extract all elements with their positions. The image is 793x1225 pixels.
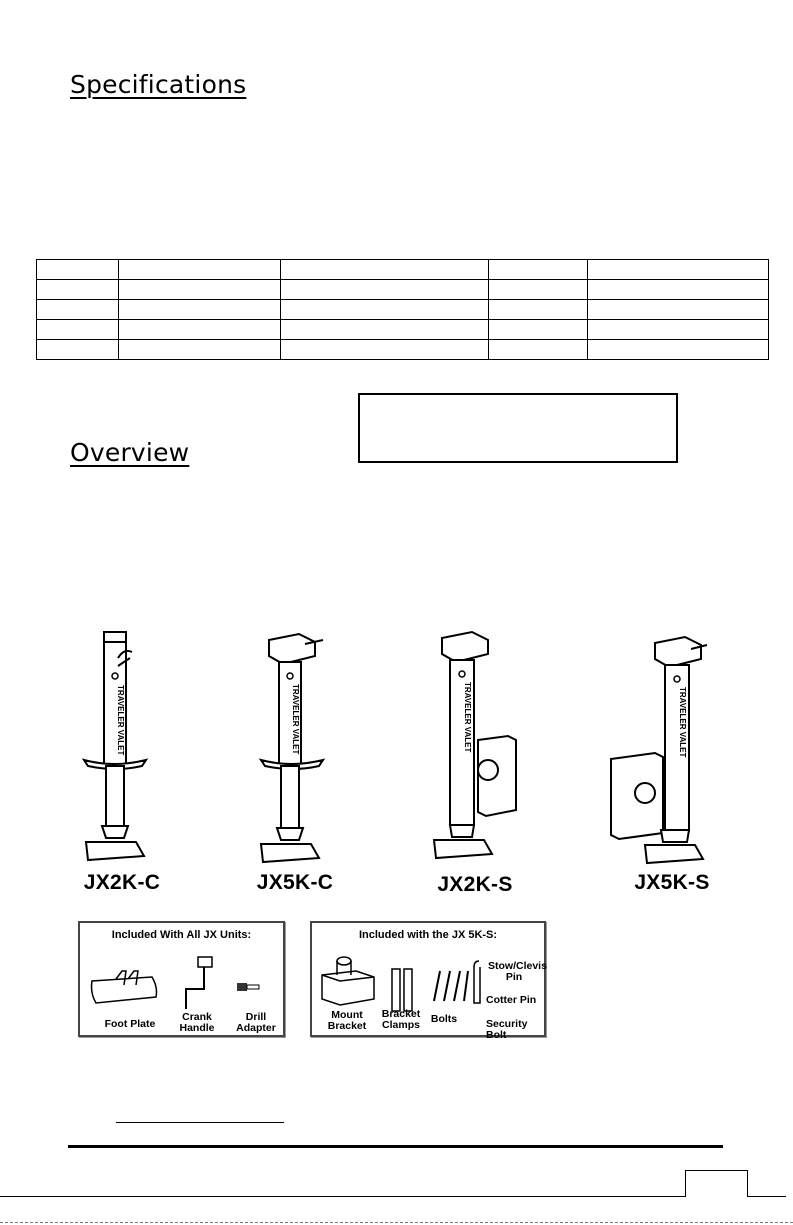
kit-item-label: Mount Bracket — [327, 1009, 367, 1032]
table-cell — [37, 260, 119, 280]
jack-image-jx5k-s — [605, 635, 715, 870]
table-cell — [119, 340, 281, 360]
footnote-rule — [116, 1122, 284, 1123]
kit-item-label: Crank Handle — [179, 1011, 215, 1034]
table-row — [37, 340, 769, 360]
drill-adapter-image — [235, 981, 261, 993]
table-cell — [588, 280, 769, 300]
table-cell — [588, 320, 769, 340]
table-row — [37, 320, 769, 340]
table-cell — [489, 300, 588, 320]
page-number-tab — [685, 1170, 748, 1197]
table-cell — [119, 280, 281, 300]
table-cell — [489, 260, 588, 280]
kit-item-label: Bracket Clamps — [381, 1008, 421, 1031]
table-cell — [489, 340, 588, 360]
table-cell — [489, 320, 588, 340]
table-cell — [281, 340, 489, 360]
specifications-table — [36, 259, 769, 360]
jack-brand-text: TRAVELER VALET — [291, 684, 300, 755]
kit-item-label: Foot Plate — [104, 1018, 156, 1030]
foot-plate-image — [88, 967, 160, 1007]
mount-bracket-image — [320, 953, 376, 1007]
kit-item-label: Stow/Clevis Pin — [488, 960, 547, 983]
table-cell — [119, 300, 281, 320]
jack-label: JX2K-C — [83, 871, 161, 894]
table-cell — [119, 320, 281, 340]
page-bottom-line-left — [0, 1196, 686, 1197]
crank-handle-image — [180, 953, 222, 1013]
table-cell — [37, 320, 119, 340]
specifications-heading: Specifications — [70, 70, 247, 99]
footer-rule — [68, 1145, 723, 1148]
table-row — [37, 280, 769, 300]
jack-brand-text: TRAVELER VALET — [678, 687, 687, 758]
kit-item-label: Cotter Pin — [486, 994, 537, 1006]
kit-item-label: Security Bolt — [486, 1018, 528, 1041]
bracket-clamps-image — [390, 967, 416, 1013]
overview-heading: Overview — [70, 438, 190, 467]
included-all-units-title: Included With All JX Units: — [111, 929, 252, 941]
included-5ks-panel — [310, 921, 547, 1041]
table-cell — [281, 280, 489, 300]
table-cell — [588, 260, 769, 280]
jack-brand-text: TRAVELER VALET — [463, 682, 472, 753]
bolts-image — [430, 967, 470, 1003]
jack-label: JX5K-C — [256, 871, 334, 894]
table-cell — [37, 300, 119, 320]
table-row — [37, 260, 769, 280]
kit-item-label: Bolts — [430, 1013, 458, 1025]
jack-image-jx2k-s — [430, 630, 525, 870]
table-cell — [489, 280, 588, 300]
included-all-units-panel — [78, 921, 285, 1037]
table-cell — [37, 280, 119, 300]
jack-label: JX2K-S — [437, 873, 513, 896]
table-cell — [37, 340, 119, 360]
table-cell — [119, 260, 281, 280]
table-cell — [281, 320, 489, 340]
table-cell — [281, 300, 489, 320]
stow-clevis-pin-image — [472, 959, 486, 1005]
jack-label: JX5K-S — [634, 871, 710, 894]
jack-image-jx5k-c — [255, 632, 330, 867]
table-row — [37, 300, 769, 320]
jack-image-jx2k-c — [80, 630, 150, 865]
included-5ks-title: Included with the JX 5K-S: — [358, 929, 498, 941]
jack-brand-text: TRAVELER VALET — [116, 685, 125, 756]
table-cell — [588, 300, 769, 320]
page-bottom-line-right — [748, 1196, 786, 1197]
page-edge — [0, 1222, 793, 1223]
table-cell — [281, 260, 489, 280]
table-cell — [588, 340, 769, 360]
kit-item-label: Drill Adapter — [236, 1011, 276, 1034]
note-box — [358, 393, 678, 463]
